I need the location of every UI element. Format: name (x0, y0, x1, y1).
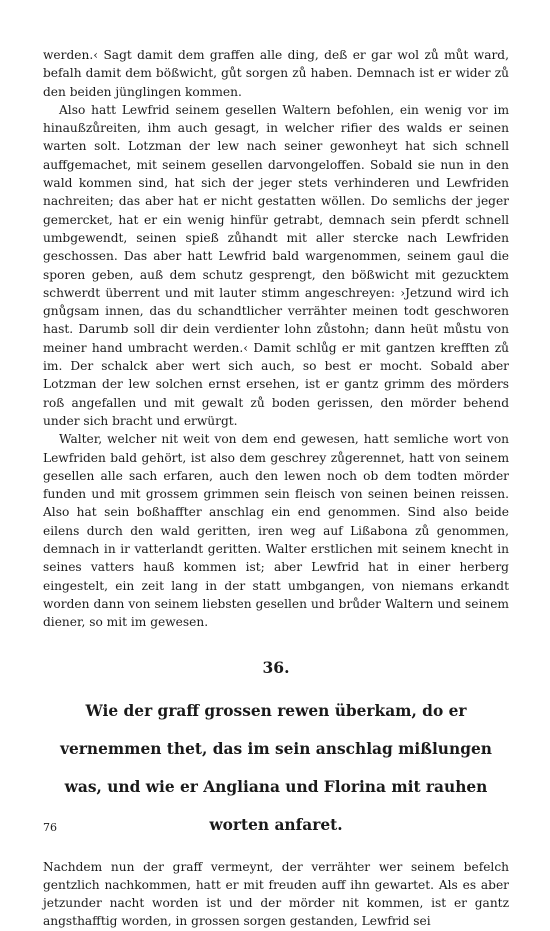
paragraph-4: Nachdem nun der graff vermeynt, der verrähter wer seinem befelch gentzlich nachkommen, hatt er mit freuden auff ihn gewartet. Als es aber jetzunder nacht worden ist und der mörder nit kommen, ist er gantz angsthafftig worden, in grossen sorgen gestanden, Lewfrid sei (43, 859, 509, 929)
paragraph-3: Walter, welcher nit weit von dem end gewesen, hatt semliche wort von Lewfriden bald gehört, ist also dem geschrey zůgerennet, hatt von seinem gesellen alle sach erfaren, auch den lewen noch ob dem todten mörder funden und mit grossem grimmen sein fleisch von seinen beinen reissen. Also hat sein boßhaffter anschlag ein end genommen. Sind also beide eilens durch den wald geritten, iren weg auf Lißabona zů genommen, demnach in ir vatterlandt geritten. Walter erstlichen mit seinem knecht in seines vatters hauß kommen ist; aber Lewfrid hat in einer herberg eingestelt, ein zeit lang in der statt umbgangen, von niemans erkandt worden dann von seinem liebsten gesellen und brůder Waltern und seinem diener, so mit im gewesen. (43, 432, 509, 630)
chapter-title: Wie der graff grossen rewen überkam, do er vernemmen thet, das im sein anschlag mißlungen was, und wie er Angliana und Florina mit rauhen worten anfaret. (60, 701, 492, 834)
paragraph-1: werden.‹ Sagt damit dem graffen alle ding, deß er gar wol zů můt ward, befalh damit dem bößwicht, gůt sorgen zů haben. Demnach ist er wider zů den beiden jünglingen kommen. (43, 48, 509, 99)
page-body (43, 46, 509, 931)
page-number: 76 (43, 821, 57, 834)
chapter-number: 36. (262, 657, 290, 677)
paragraph-2: Also hatt Lewfrid seinem gesellen Waltern befohlen, ein wenig vor im hinaußzůreiten, ihm auch gesagt, in welcher rifier des walds er seinen warten solt. Lotzman der lew nach seiner gewonheyt hat sich schnell auffgemachet, mit seinem gesellen darvongeloffen. Sobald sie nun in den wald kommen sind, hat sich der jeger stets verhinderen und Lewfriden nachreiten; das aber hat er nicht gestatten wöllen. Do semlichs der jeger gemercket, hat er ein wenig hinfür getrabt, demnach sein pferdt schnell umbgewendt, seinen spieß zůhandt mit aller stercke nach Lewfriden geschossen. Das aber hatt Lewfrid bald wargenommen, seinem gaul die sporen geben, auß dem schutz gesprengt, den bößwicht mit gezucktem schwerdt überrent und mit lauter stimm angeschreyen: ›Jetzund wird ich gnůgsam innen, das du schandtlicher verrähter meinen todt geschworen hast. Darumb soll dir dein verdienter lohn zůstohn; dann heüt můstu von meiner hand umbracht werden.‹ Damit schlůg er mit gantzen krefften zů im. Der schalck aber wert sich auch, so best er mocht. Sobald aber Lotzman der lew solchen ernst ersehen, ist er gantz grimm des mörders roß angefallen und mit gewalt zů boden gerissen, den mörder behend under sich bracht und erwürgt. (43, 102, 509, 428)
